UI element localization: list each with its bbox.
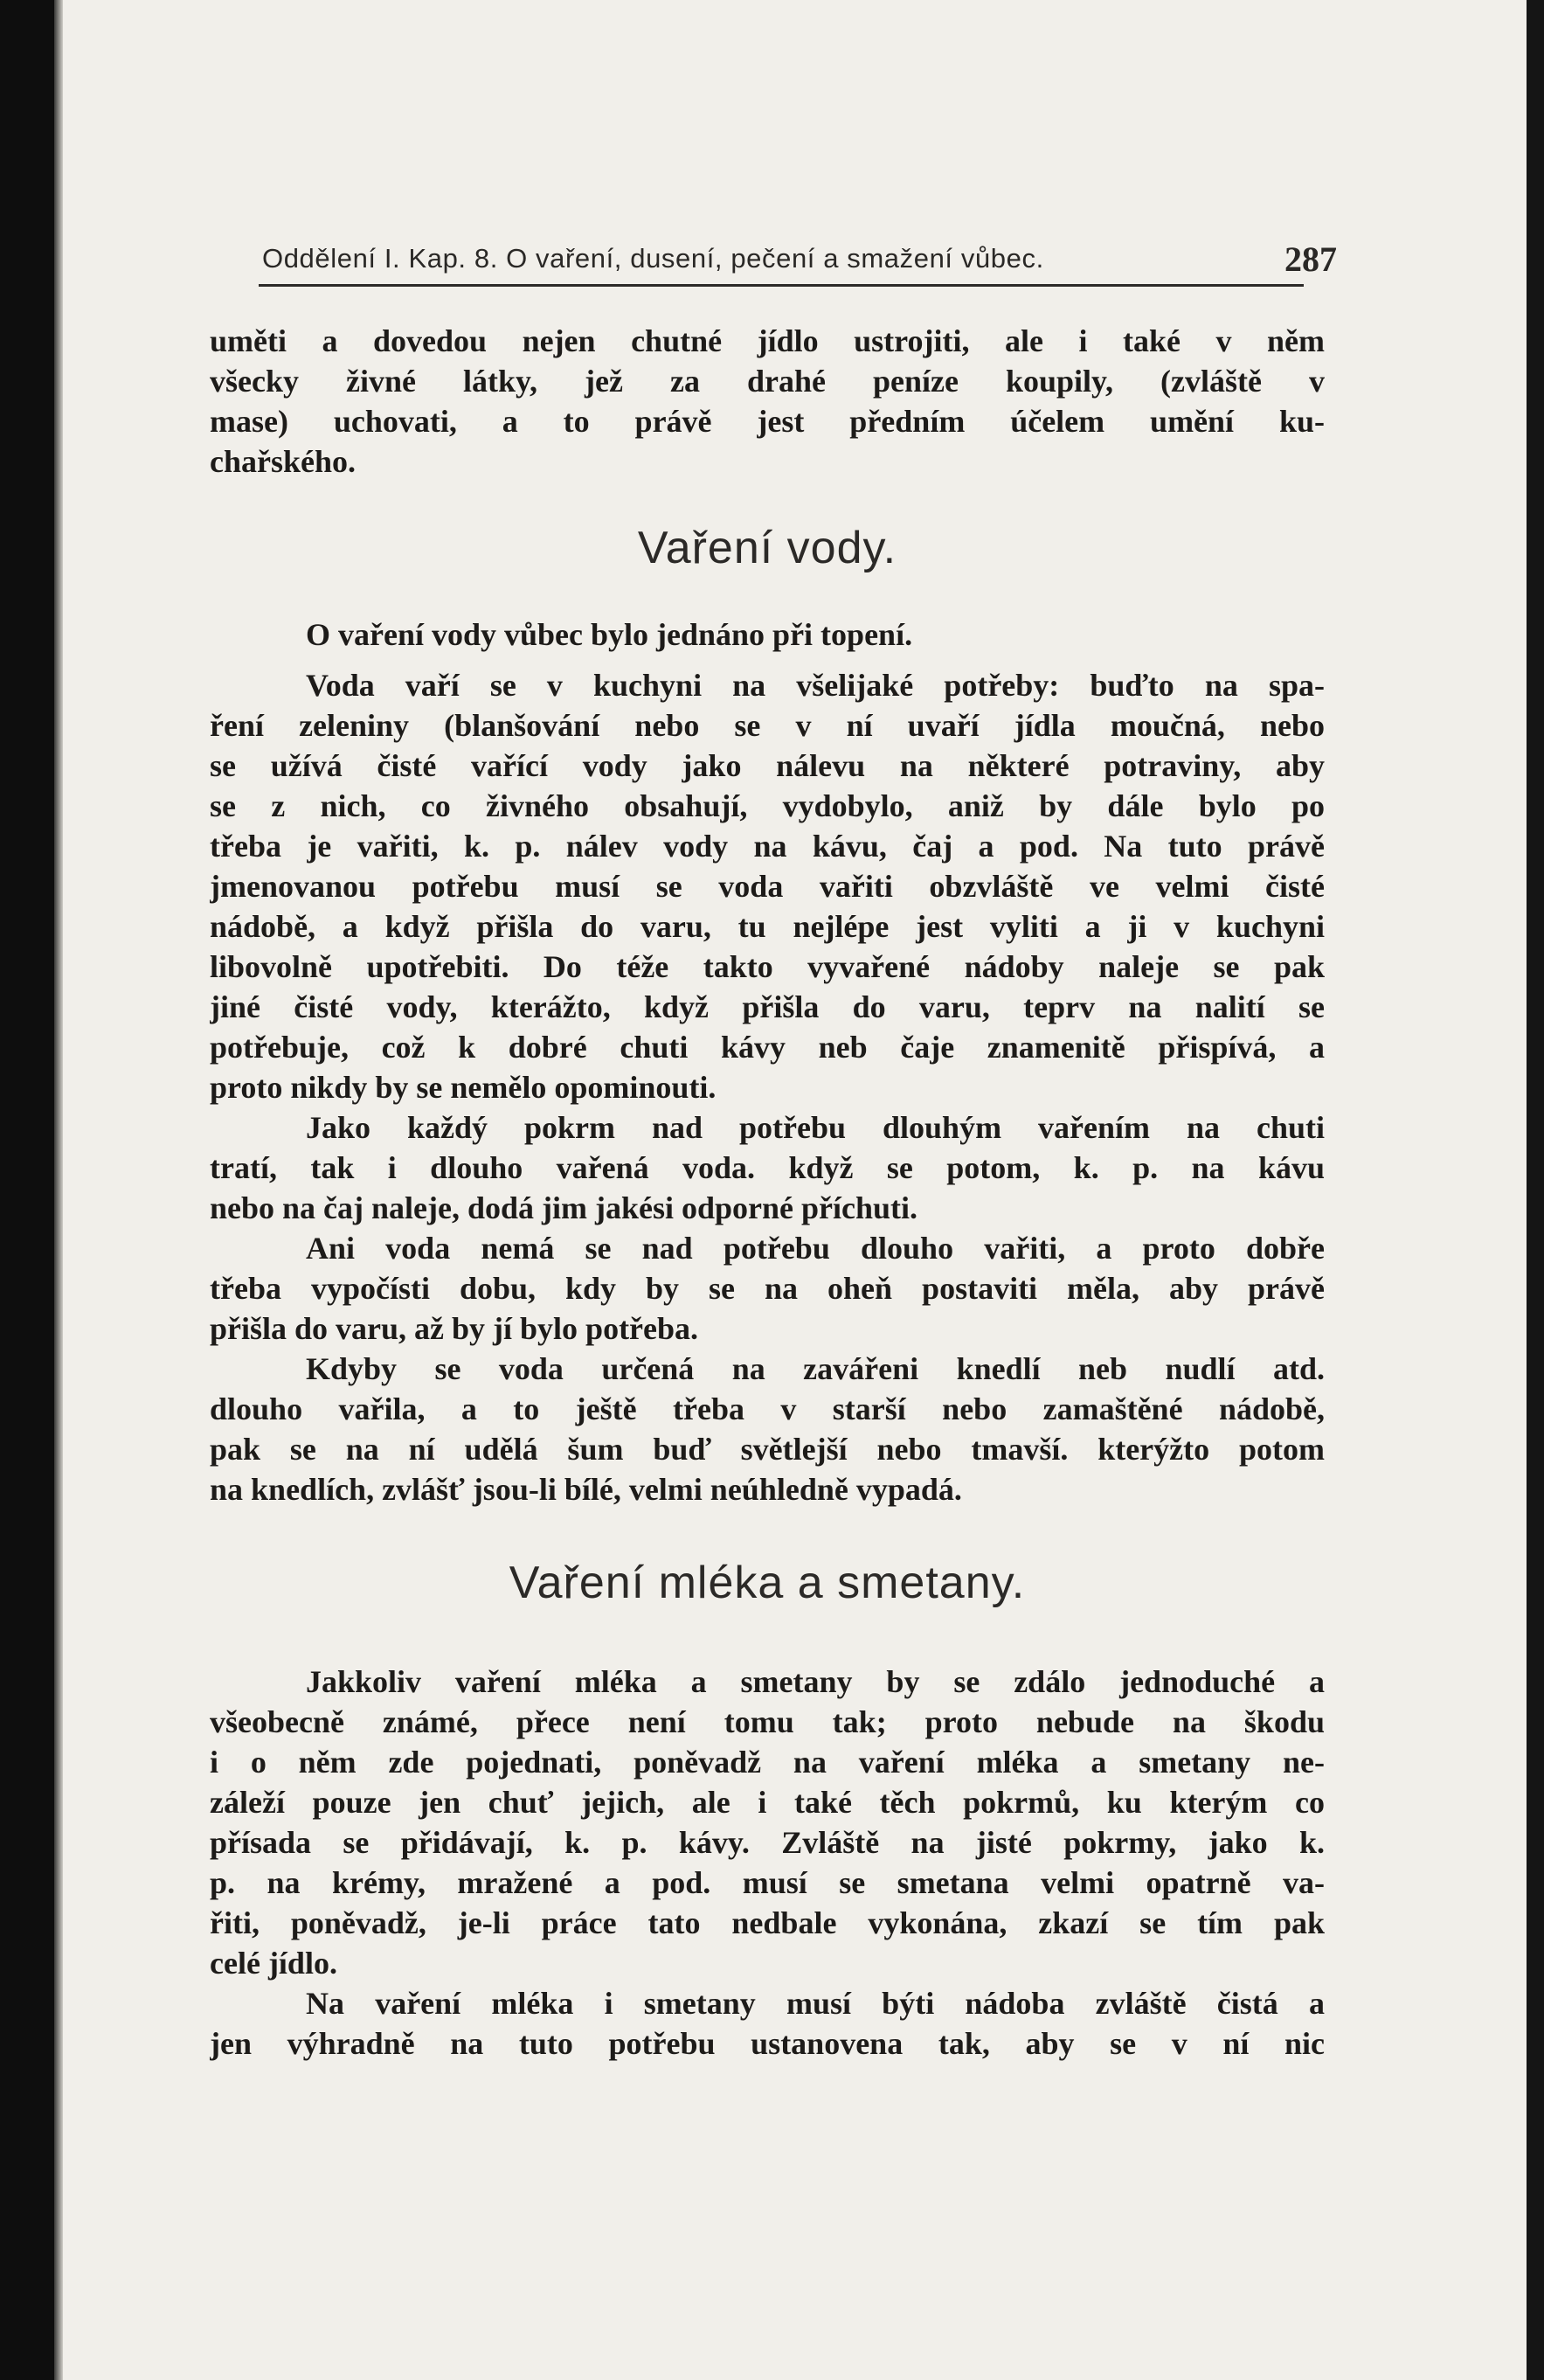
- text-line: i o něm zde pojednati, poněvadž na vaření mléka a smetany ne-: [210, 1745, 1325, 1780]
- text-line: se užívá čisté vařící vody jako nálevu na některé potraviny, aby: [210, 748, 1325, 783]
- text-line: uměti a dovedou nejen chutné jídlo ustrojiti, ale i také v něm: [210, 323, 1325, 358]
- text-line: Na vaření mléka i smetany musí býti nádoba zvláště čistá a: [306, 1986, 1325, 2021]
- running-head-title: Oddělení I. Kap. 8. O vaření, dusení, pečení a smažení vůbec.: [262, 243, 1044, 274]
- text-line: všecky živné látky, jež za drahé peníze koupily, (zvláště v: [210, 364, 1325, 399]
- text-line: třeba je vařiti, k. p. nálev vody na kávu, čaj a pod. Na tuto právě: [210, 829, 1325, 864]
- text-line: záleží pouze jen chuť jejich, ale i také těch pokrmů, ku kterým co: [210, 1785, 1325, 1820]
- text-line: Jako každý pokrm nad potřebu dlouhým vařením na chuti: [306, 1110, 1325, 1145]
- scan-left-border: [0, 0, 54, 2380]
- text-line: celé jídlo.: [210, 1946, 337, 1981]
- text-line: přišla do varu, až by jí bylo potřeba.: [210, 1311, 699, 1346]
- text-line: proto nikdy by se nemělo opominouti.: [210, 1070, 717, 1105]
- text-line: potřebuje, což k dobré chuti kávy neb čaje znamenitě přispívá, a: [210, 1030, 1325, 1065]
- text-line: O vaření vody vůbec bylo jednáno při topení.: [306, 617, 913, 652]
- text-line: nádobě, a když přišla do varu, tu nejlépe jest vyliti a ji v kuchyni: [210, 909, 1325, 944]
- text-line: řiti, poněvadž, je-li práce tato nedbale vykonána, zkazí se tím pak: [210, 1905, 1325, 1940]
- text-line: třeba vypočísti dobu, kdy by se na oheň postaviti měla, aby právě: [210, 1271, 1325, 1306]
- text-line: mase) uchovati, a to právě jest předním účelem umění ku-: [210, 404, 1325, 439]
- text-line: tratí, tak i dlouho vařená voda. když se potom, k. p. na kávu: [210, 1150, 1325, 1185]
- text-line: pak se na ní udělá šum buď světlejší nebo tmavší. kterýžto potom: [210, 1432, 1325, 1467]
- text-line: nebo na čaj naleje, dodá jim jakési odporné příchuti.: [210, 1190, 918, 1225]
- text-line: jmenovanou potřebu musí se voda vařiti obzvláště ve velmi čisté: [210, 869, 1325, 904]
- text-line: libovolně upotřebiti. Do téže takto vyvařené nádoby naleje se pak: [210, 949, 1325, 984]
- section-heading-milk: Vaření mléka a smetany.: [509, 1558, 1026, 1608]
- text-line: chařského.: [210, 444, 357, 479]
- header-rule: [259, 284, 1304, 287]
- text-line: jiné čisté vody, kterážto, když přišla do varu, teprv na nalití se: [210, 989, 1325, 1024]
- text-line: Jakkoliv vaření mléka a smetany by se zdálo jednoduché a: [306, 1664, 1325, 1699]
- scan-left-shadow: [54, 0, 63, 2380]
- text-line: přísada se přidávají, k. p. kávy. Zvláště na jisté pokrmy, jako k.: [210, 1825, 1325, 1860]
- section-heading-water: Vaření vody.: [637, 523, 897, 573]
- page-number: 287: [1284, 239, 1337, 279]
- text-line: Voda vaří se v kuchyni na všelijaké potřeby: buďto na spa-: [306, 668, 1325, 703]
- text-line: všeobecně známé, přece není tomu tak; proto nebude na škodu: [210, 1704, 1325, 1739]
- text-line: ření zeleniny (blanšování nebo se v ní uvaří jídla moučná, nebo: [210, 708, 1325, 743]
- text-line: p. na krémy, mražené a pod. musí se smetana velmi opatrně va-: [210, 1865, 1325, 1900]
- running-head: [262, 234, 1337, 283]
- text-line: Kdyby se voda určená na zavářeni knedlí neb nudlí atd.: [306, 1351, 1325, 1386]
- text-line: se z nich, co živného obsahují, vydobylo, aniž by dále bylo po: [210, 788, 1325, 823]
- text-line: Ani voda nemá se nad potřebu dlouho vařiti, a proto dobře: [306, 1231, 1325, 1266]
- text-line: dlouho vařila, a to ještě třeba v starší nebo zamaštěné nádobě,: [210, 1391, 1325, 1426]
- text-line: jen výhradně na tuto potřebu ustanovena tak, aby se v ní nic: [210, 2026, 1325, 2061]
- scan-right-border: [1527, 0, 1544, 2380]
- text-line: na knedlích, zvlášť jsou-li bílé, velmi neúhledně vypadá.: [210, 1472, 962, 1507]
